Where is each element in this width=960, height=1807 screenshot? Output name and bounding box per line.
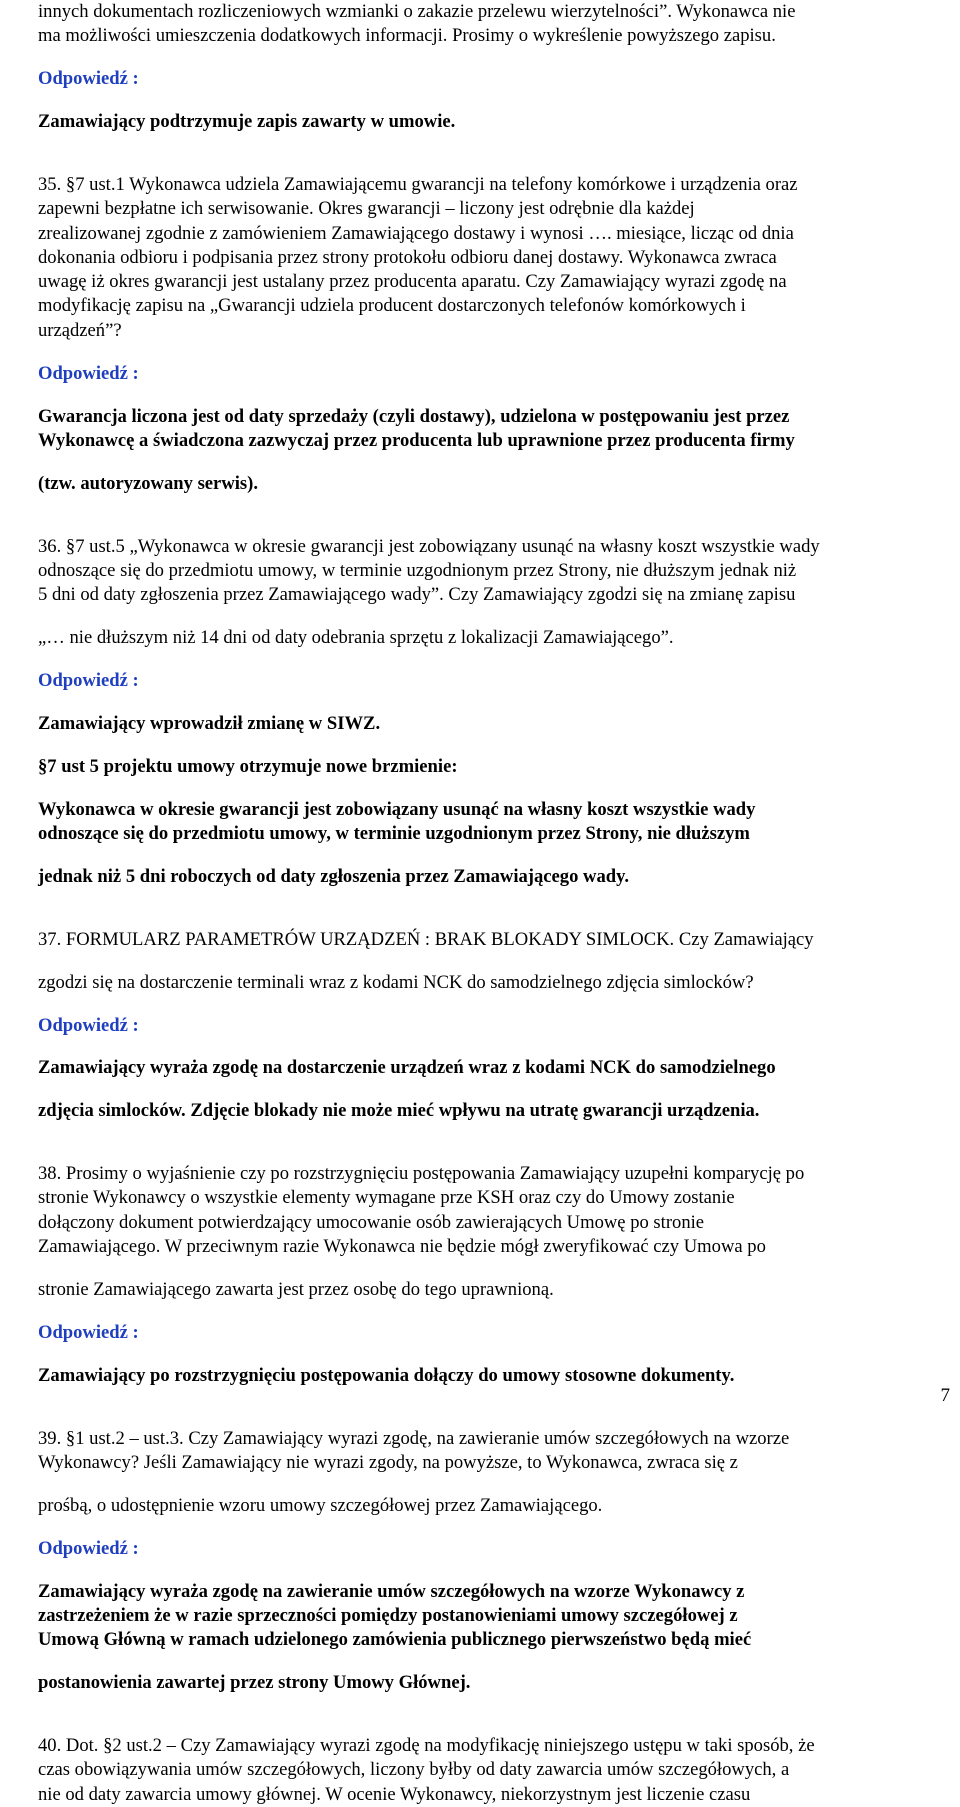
question-first-line xyxy=(38,1162,958,1186)
answer-line: Gwarancja liczona jest od daty sprzedaży (czyli dostawy), udzielona w postępowaniu jest przez xyxy=(38,405,790,427)
text-line: §1 ust.2 – ust.3. Czy Zamawiający wyrazi zgodę, na zawieranie umów szczegółowych na wzorze xyxy=(65,1427,790,1449)
question-40 xyxy=(38,1734,958,1807)
text-line: modyfikację zapisu na „Gwarancji udziela producent dostarczonych telefonów komórkowych i xyxy=(38,295,746,317)
amendment-line: jednak niż 5 dni roboczych od daty zgłoszenia przez Zamawiającego wady. xyxy=(38,865,630,887)
text-line: dołączony dokument potwierdzający umocowanie osób zawierających Umowę po stronie xyxy=(38,1211,705,1233)
question-number: 40. xyxy=(38,1734,62,1756)
answer-line: Wykonawcę a świadczona zazwyczaj przez producenta lub uprawnione przez producenta firmy xyxy=(38,429,795,451)
question-39 xyxy=(38,1427,958,1696)
text-line: Dot. §2 ust.2 – Czy Zamawiający wyrazi zgodę na modyfikację niniejszego ustępu w taki sposób, że xyxy=(65,1734,815,1756)
document-body xyxy=(38,0,958,1807)
question-first-line xyxy=(38,535,958,559)
answer-label: Odpowiedź : xyxy=(38,68,139,90)
answer-line: (tzw. autoryzowany serwis). xyxy=(38,472,258,494)
text-line: stronie Zamawiającego zawarta jest przez osobę do tego uprawnioną. xyxy=(38,1278,554,1300)
text-line: dokonania odbioru i podpisania przez strony protokołu odbioru danej dostawy. Wykonawca zwraca xyxy=(38,246,777,268)
intro-section xyxy=(38,0,958,134)
answer-line: Umową Główną w ramach udzielonego zamówienia publicznego pierwszeństwo będą mieć xyxy=(38,1629,752,1651)
text-line: §7 ust.5 „Wykonawca w okresie gwarancji jest zobowiązany usunąć na własny koszt wszystkie wady xyxy=(65,535,820,557)
question-number: 38. xyxy=(38,1163,62,1185)
answer-line: zastrzeżeniem że w razie sprzeczności pomiędzy postanowieniami umowy szczegółowej z xyxy=(38,1604,738,1626)
text-line: zrealizowanej zgodnie z zamówieniem Zamawiającego dostawy i wynosi …. miesiące, licząc od dnia xyxy=(38,222,794,244)
text-line: Zamawiającego. W przeciwnym razie Wykonawca nie będzie mógł zweryfikować czy Umowa po xyxy=(38,1236,766,1258)
question-number: 37. xyxy=(38,928,62,950)
answer-line: postanowienia zawartej przez strony Umowy Głównej. xyxy=(38,1672,471,1694)
text-line: FORMULARZ PARAMETRÓW URZĄDZEŃ : BRAK BLOKADY SIMLOCK. Czy Zamawiający xyxy=(65,928,814,950)
text-line: stronie Wykonawcy o wszystkie elementy wymagane prze KSH oraz czy do Umowy zostanie xyxy=(38,1187,735,1209)
question-number: 39. xyxy=(38,1427,62,1449)
answer-line: Zamawiający wyraża zgodę na dostarczenie urządzeń wraz z kodami NCK do samodzielnego xyxy=(38,1057,776,1079)
text-line: 5 dni od daty zgłoszenia przez Zamawiającego wady”. Czy Zamawiający zgodzi się na zmianę zapisu xyxy=(38,584,796,606)
answer-text: Zamawiający podtrzymuje zapis zawarty w umowie. xyxy=(38,111,456,133)
question-first-line xyxy=(38,1427,958,1451)
text-line: „… nie dłuższym niż 14 dni od daty odebrania sprzętu z lokalizacji Zamawiającego”. xyxy=(38,627,674,649)
amendment-line: Wykonawca w okresie gwarancji jest zobowiązany usunąć na własny koszt wszystkie wady xyxy=(38,798,756,820)
text-line: innych dokumentach rozliczeniowych wzmianki o zakazie przelewu wierzytelności”. Wykonawca nie xyxy=(38,1,796,22)
question-number: 35. xyxy=(38,173,62,195)
text-line: prośbą, o udostępnienie wzoru umowy szczegółowej przez Zamawiającego. xyxy=(38,1494,603,1516)
question-37 xyxy=(38,928,958,1124)
question-38 xyxy=(38,1162,958,1388)
text-line: odnoszące się do przedmiotu umowy, w terminie uzgodnionym przez Strony, nie dłuższym jednak niż xyxy=(38,559,797,581)
question-35 xyxy=(38,173,958,496)
text-line: uwagę iż okres gwarancji jest ustalany przez producenta aparatu. Czy Zamawiający wyrazi zgodę na xyxy=(38,271,787,293)
text-line: Prosimy o wyjaśnienie czy po rozstrzygnięciu postępowania Zamawiający uzupełni komparycję po xyxy=(65,1163,805,1185)
text-line: nie od daty zawarcia umowy głównej. W ocenie Wykonawcy, niekorzystnym jest liczenie czasu xyxy=(38,1783,751,1805)
answer-label: Odpowiedź : xyxy=(38,669,139,691)
answer-label: Odpowiedź : xyxy=(38,362,139,384)
question-first-line xyxy=(38,928,958,952)
answer-label: Odpowiedź : xyxy=(38,1321,139,1343)
answer-line: zdjęcia simlocków. Zdjęcie blokady nie może mieć wpływu na utratę gwarancji urządzenia. xyxy=(38,1100,760,1122)
answer-line: Zamawiający wyraża zgodę na zawieranie umów szczegółowych na wzorze Wykonawcy z xyxy=(38,1580,745,1602)
question-36 xyxy=(38,535,958,890)
text-line: Wykonawcy? Jeśli Zamawiający nie wyrazi zgody, na powyższe, to Wykonawca, zwraca się z xyxy=(38,1451,738,1473)
answer-label: Odpowiedź : xyxy=(38,1537,139,1559)
amendment-line: odnoszące się do przedmiotu umowy, w terminie uzgodnionym przez Strony, nie dłuższym xyxy=(38,822,750,844)
question-first-line xyxy=(38,173,958,197)
question-number: 36. xyxy=(38,535,62,557)
text-line: zgodzi się na dostarczenie terminali wraz z kodami NCK do samodzielnego zdjęcia simlocków? xyxy=(38,971,754,993)
question-first-line xyxy=(38,1734,958,1758)
text-line: zapewni bezpłatne ich serwisowanie. Okres gwarancji – liczony jest odrębnie dla każdej xyxy=(38,198,695,220)
text-line: urządzeń”? xyxy=(38,319,122,341)
text-line: §7 ust.1 Wykonawca udziela Zamawiającemu gwarancji na telefony komórkowe i urządzenia oraz xyxy=(65,173,798,195)
answer-label: Odpowiedź : xyxy=(38,1014,139,1036)
amendment-heading: §7 ust 5 projektu umowy otrzymuje nowe brzmienie: xyxy=(38,755,458,777)
answer-text: Zamawiający wprowadził zmianę w SIWZ. xyxy=(38,712,381,734)
text-line: ma możliwości umieszczenia dodatkowych informacji. Prosimy o wykreślenie powyższego zapisu. xyxy=(38,25,776,47)
answer-text: Zamawiający po rozstrzygnięciu postępowania dołączy do umowy stosowne dokumenty. xyxy=(38,1364,735,1386)
page-number: 7 xyxy=(940,1385,950,1406)
text-line: czas obowiązywania umów szczegółowych, liczony byłby od daty zawarcia umów szczegółowych, a xyxy=(38,1759,790,1781)
